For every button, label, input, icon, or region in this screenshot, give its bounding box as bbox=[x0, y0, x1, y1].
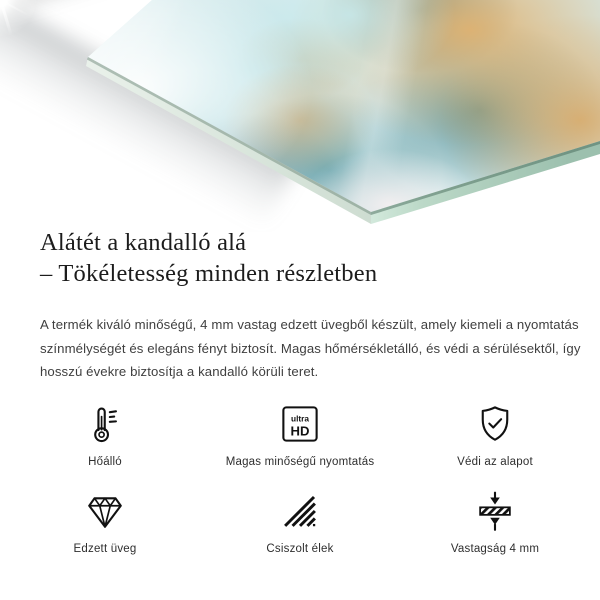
page-title-line-1: Alátét a kandalló alá bbox=[40, 229, 247, 256]
feature-label: Magas minőségű nyomtatás bbox=[225, 456, 375, 468]
feature-item-thickness bbox=[430, 490, 560, 555]
feature-item-protects-base bbox=[430, 403, 560, 468]
thickness-arrows-icon bbox=[474, 490, 516, 532]
feature-item-tempered-glass bbox=[40, 490, 170, 555]
polished-edges-icon bbox=[279, 490, 321, 532]
feature-label: Hőálló bbox=[88, 456, 122, 468]
feature-label: Csiszolt élek bbox=[266, 543, 334, 555]
page-title bbox=[40, 227, 377, 289]
ultra-hd-badge-icon bbox=[279, 403, 321, 445]
shield-check-icon bbox=[474, 403, 516, 445]
description-line: hosszú évekre biztosítja a kandalló körüli teret. bbox=[40, 364, 319, 379]
feature-item-print-quality bbox=[170, 403, 430, 468]
product-image bbox=[0, 0, 600, 232]
feature-label: Edzett üveg bbox=[73, 543, 137, 555]
page-title-line-2: – Tökéletesség minden részletben bbox=[40, 260, 378, 287]
feature-item-polished-edges bbox=[170, 490, 430, 555]
thermometer-icon bbox=[84, 403, 126, 445]
features-grid bbox=[40, 403, 560, 555]
feature-label: Vastagság 4 mm bbox=[450, 543, 540, 555]
diamond-icon bbox=[84, 490, 126, 532]
product-description bbox=[40, 313, 581, 384]
description-line: színmélységét és elegáns fényt biztosít. Magas hőmérsékletálló, és védi a sérülésektől, így bbox=[40, 340, 581, 356]
ultra-hd-badge-text-bottom: HD bbox=[290, 423, 310, 439]
feature-item-heat-resistant bbox=[40, 403, 170, 468]
ultra-hd-badge-text-top: ultra bbox=[291, 413, 309, 424]
feature-label: Védi az alapot bbox=[457, 456, 533, 468]
description-line: A termék kiváló minőségű, 4 mm vastag edzett üvegből készült, amely kiemeli a nyomtatás bbox=[40, 317, 579, 332]
